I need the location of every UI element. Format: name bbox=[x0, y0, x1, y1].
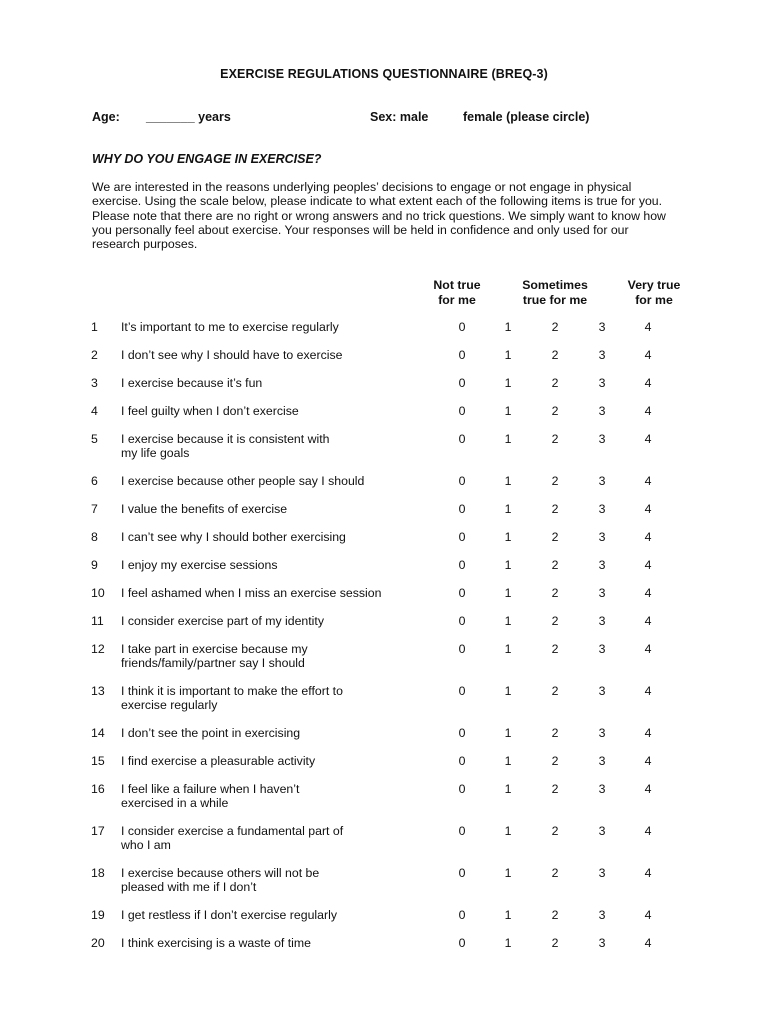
item-text bbox=[121, 376, 421, 390]
rating-option-2[interactable]: 2 bbox=[551, 754, 559, 768]
item-number: 2 bbox=[91, 348, 98, 362]
age-label: Age: bbox=[92, 110, 120, 124]
item-text bbox=[121, 936, 421, 950]
item-number: 13 bbox=[91, 684, 105, 698]
item-text bbox=[121, 642, 421, 670]
rating-option-1[interactable]: 1 bbox=[504, 614, 512, 628]
rating-option-2[interactable]: 2 bbox=[551, 530, 559, 544]
intro-paragraph bbox=[92, 180, 712, 251]
item-text-line: I feel guilty when I don’t exercise bbox=[121, 404, 299, 418]
rating-option-2[interactable]: 2 bbox=[551, 824, 559, 838]
rating-option-4[interactable]: 4 bbox=[644, 908, 652, 922]
item-number: 11 bbox=[91, 614, 104, 628]
rating-option-4[interactable]: 4 bbox=[644, 726, 652, 740]
rating-option-0[interactable]: 0 bbox=[458, 404, 466, 418]
rating-option-1[interactable]: 1 bbox=[504, 558, 512, 572]
rating-option-0[interactable]: 0 bbox=[458, 530, 466, 544]
rating-option-0[interactable]: 0 bbox=[458, 558, 466, 572]
rating-option-1[interactable]: 1 bbox=[504, 502, 512, 516]
rating-option-3[interactable]: 3 bbox=[598, 502, 606, 516]
item-number: 12 bbox=[91, 642, 105, 656]
item-text bbox=[121, 474, 421, 488]
rating-option-4[interactable]: 4 bbox=[644, 936, 652, 950]
item-text-line: I value the benefits of exercise bbox=[121, 502, 288, 516]
rating-option-4[interactable]: 4 bbox=[644, 432, 652, 446]
item-text-line: who I am bbox=[121, 838, 171, 853]
rating-option-2[interactable]: 2 bbox=[551, 502, 559, 516]
rating-option-1[interactable]: 1 bbox=[504, 642, 512, 656]
rating-option-2[interactable]: 2 bbox=[551, 936, 559, 950]
rating-option-1[interactable]: 1 bbox=[504, 320, 512, 334]
item-text bbox=[121, 614, 421, 628]
rating-option-4[interactable]: 4 bbox=[644, 754, 652, 768]
rating-option-4[interactable]: 4 bbox=[644, 404, 652, 418]
item-number: 7 bbox=[91, 502, 98, 516]
rating-option-4[interactable]: 4 bbox=[644, 376, 652, 390]
item-text bbox=[121, 586, 421, 600]
item-number: 19 bbox=[91, 908, 105, 922]
rating-option-2[interactable]: 2 bbox=[551, 474, 559, 488]
item-text-line: It’s important to me to exercise regularly bbox=[121, 320, 339, 334]
rating-option-0[interactable]: 0 bbox=[458, 614, 466, 628]
rating-option-0[interactable]: 0 bbox=[458, 586, 466, 600]
item-text-line: I get restless if I don’t exercise regularly bbox=[121, 908, 337, 922]
rating-option-2[interactable]: 2 bbox=[551, 348, 559, 362]
item-text-line: I don’t see why I should have to exercise bbox=[121, 348, 343, 362]
rating-option-1[interactable]: 1 bbox=[504, 530, 512, 544]
rating-option-2[interactable]: 2 bbox=[551, 908, 559, 922]
rating-option-3[interactable]: 3 bbox=[598, 432, 606, 446]
scale-header-line: for me bbox=[438, 292, 476, 307]
rating-option-2[interactable]: 2 bbox=[551, 558, 559, 572]
item-text bbox=[121, 432, 421, 460]
rating-option-2[interactable]: 2 bbox=[551, 320, 559, 334]
scale-header-line: Not true bbox=[433, 278, 481, 292]
item-number: 17 bbox=[91, 824, 105, 838]
intro-line: Please note that there are no right or wrong answers and no trick questions. We simply want to know how bbox=[92, 208, 666, 223]
rating-option-0[interactable]: 0 bbox=[458, 642, 466, 656]
rating-option-3[interactable]: 3 bbox=[598, 782, 606, 796]
item-text-line: I exercise because others will not be bbox=[121, 866, 320, 880]
rating-option-1[interactable]: 1 bbox=[504, 782, 512, 796]
item-text bbox=[121, 320, 421, 334]
rating-option-0[interactable]: 0 bbox=[458, 684, 466, 698]
intro-line: research purposes. bbox=[92, 237, 198, 252]
age-field[interactable]: _______ years bbox=[146, 110, 231, 124]
rating-option-2[interactable]: 2 bbox=[551, 614, 559, 628]
rating-option-3[interactable]: 3 bbox=[598, 320, 606, 334]
item-text-line: exercise regularly bbox=[121, 698, 218, 713]
scale-header-very-true bbox=[599, 278, 709, 307]
rating-option-4[interactable]: 4 bbox=[644, 474, 652, 488]
rating-option-3[interactable]: 3 bbox=[598, 404, 606, 418]
rating-option-2[interactable]: 2 bbox=[551, 642, 559, 656]
rating-option-4[interactable]: 4 bbox=[644, 348, 652, 362]
item-text bbox=[121, 348, 421, 362]
scale-header-line: true for me bbox=[522, 292, 588, 307]
rating-option-4[interactable]: 4 bbox=[644, 642, 652, 656]
item-text-line: my life goals bbox=[121, 446, 190, 461]
item-text-line: I exercise because it is consistent with bbox=[121, 432, 330, 446]
item-number: 20 bbox=[91, 936, 105, 950]
item-text-line: I can’t see why I should bother exercising bbox=[121, 530, 346, 544]
item-number: 14 bbox=[91, 726, 105, 740]
rating-option-4[interactable]: 4 bbox=[644, 614, 652, 628]
item-text-line: I take part in exercise because my bbox=[121, 642, 308, 656]
item-number: 16 bbox=[91, 782, 105, 796]
rating-option-2[interactable]: 2 bbox=[551, 782, 559, 796]
rating-option-1[interactable]: 1 bbox=[504, 586, 512, 600]
item-text-line: I consider exercise a fundamental part of bbox=[121, 824, 344, 838]
rating-option-4[interactable]: 4 bbox=[644, 320, 652, 334]
rating-option-0[interactable]: 0 bbox=[458, 782, 466, 796]
item-text bbox=[121, 824, 421, 852]
rating-option-0[interactable]: 0 bbox=[458, 502, 466, 516]
rating-option-1[interactable]: 1 bbox=[504, 908, 512, 922]
rating-option-2[interactable]: 2 bbox=[551, 684, 559, 698]
item-text-line: I exercise because other people say I should bbox=[121, 474, 365, 488]
rating-option-3[interactable]: 3 bbox=[598, 474, 606, 488]
rating-option-4[interactable]: 4 bbox=[644, 530, 652, 544]
intro-line: exercise. Using the scale below, please indicate to what extent each of the following items is true for you. bbox=[92, 194, 663, 209]
rating-option-1[interactable]: 1 bbox=[504, 432, 512, 446]
rating-option-3[interactable]: 3 bbox=[598, 726, 606, 740]
sex-label: Sex: male bbox=[370, 110, 429, 124]
item-number: 8 bbox=[91, 530, 98, 544]
rating-option-0[interactable]: 0 bbox=[458, 908, 466, 922]
item-text-line: I think exercising is a waste of time bbox=[121, 936, 311, 950]
scale-header-sometimes bbox=[500, 278, 610, 307]
item-text bbox=[121, 684, 421, 712]
rating-option-0[interactable]: 0 bbox=[458, 348, 466, 362]
rating-option-1[interactable]: 1 bbox=[504, 866, 512, 880]
rating-option-4[interactable]: 4 bbox=[644, 502, 652, 516]
scale-header-line: Very true bbox=[627, 278, 681, 292]
rating-option-0[interactable]: 0 bbox=[458, 726, 466, 740]
rating-option-1[interactable]: 1 bbox=[504, 404, 512, 418]
rating-option-3[interactable]: 3 bbox=[598, 866, 606, 880]
rating-option-3[interactable]: 3 bbox=[598, 586, 606, 600]
item-number: 5 bbox=[91, 432, 98, 446]
item-text-line: I find exercise a pleasurable activity bbox=[121, 754, 316, 768]
item-text bbox=[121, 908, 421, 922]
rating-option-3[interactable]: 3 bbox=[598, 376, 606, 390]
item-number: 4 bbox=[91, 404, 98, 418]
rating-option-3[interactable]: 3 bbox=[598, 754, 606, 768]
item-text bbox=[121, 558, 421, 572]
rating-option-3[interactable]: 3 bbox=[598, 348, 606, 362]
item-text bbox=[121, 754, 421, 768]
rating-option-3[interactable]: 3 bbox=[598, 558, 606, 572]
rating-option-4[interactable]: 4 bbox=[644, 586, 652, 600]
rating-option-2[interactable]: 2 bbox=[551, 586, 559, 600]
rating-option-3[interactable]: 3 bbox=[598, 908, 606, 922]
item-text-line: I exercise because it’s fun bbox=[121, 376, 263, 390]
rating-option-4[interactable]: 4 bbox=[644, 558, 652, 572]
intro-line: you personally feel about exercise. Your responses will be held in confidence and only used for our bbox=[92, 222, 629, 237]
rating-option-4[interactable]: 4 bbox=[644, 824, 652, 838]
item-text-line: I think it is important to make the effort to bbox=[121, 684, 343, 698]
sex-options[interactable]: female (please circle) bbox=[463, 110, 590, 124]
intro-line: We are interested in the reasons underlying peoples’ decisions to engage or not engage in physical bbox=[92, 180, 632, 194]
item-number: 3 bbox=[91, 376, 98, 390]
rating-option-1[interactable]: 1 bbox=[504, 726, 512, 740]
item-text bbox=[121, 782, 421, 810]
rating-option-1[interactable]: 1 bbox=[504, 936, 512, 950]
rating-option-2[interactable]: 2 bbox=[551, 404, 559, 418]
rating-option-4[interactable]: 4 bbox=[644, 782, 652, 796]
item-number: 10 bbox=[91, 586, 105, 600]
rating-option-3[interactable]: 3 bbox=[598, 614, 606, 628]
rating-option-3[interactable]: 3 bbox=[598, 530, 606, 544]
item-number: 15 bbox=[91, 754, 105, 768]
item-text-line: pleased with me if I don’t bbox=[121, 880, 257, 895]
item-text-line: exercised in a while bbox=[121, 796, 229, 811]
scale-header-line: Sometimes bbox=[522, 278, 588, 292]
item-text bbox=[121, 726, 421, 740]
rating-option-2[interactable]: 2 bbox=[551, 432, 559, 446]
rating-option-0[interactable]: 0 bbox=[458, 320, 466, 334]
rating-option-0[interactable]: 0 bbox=[458, 474, 466, 488]
rating-option-0[interactable]: 0 bbox=[458, 754, 466, 768]
item-number: 18 bbox=[91, 866, 105, 880]
rating-option-1[interactable]: 1 bbox=[504, 376, 512, 390]
page-title: EXERCISE REGULATIONS QUESTIONNAIRE (BREQ-3) bbox=[220, 67, 548, 81]
item-text-line: I consider exercise part of my identity bbox=[121, 614, 324, 628]
rating-option-4[interactable]: 4 bbox=[644, 684, 652, 698]
rating-option-3[interactable]: 3 bbox=[598, 936, 606, 950]
scale-header-line: for me bbox=[635, 292, 673, 307]
rating-option-1[interactable]: 1 bbox=[504, 474, 512, 488]
item-number: 9 bbox=[91, 558, 98, 572]
rating-option-0[interactable]: 0 bbox=[458, 376, 466, 390]
rating-option-0[interactable]: 0 bbox=[458, 936, 466, 950]
item-text bbox=[121, 530, 421, 544]
item-text bbox=[121, 404, 421, 418]
item-text-line: I don’t see the point in exercising bbox=[121, 726, 301, 740]
rating-option-2[interactable]: 2 bbox=[551, 376, 559, 390]
rating-option-3[interactable]: 3 bbox=[598, 824, 606, 838]
rating-option-3[interactable]: 3 bbox=[598, 684, 606, 698]
rating-option-4[interactable]: 4 bbox=[644, 866, 652, 880]
rating-option-3[interactable]: 3 bbox=[598, 642, 606, 656]
rating-option-0[interactable]: 0 bbox=[458, 824, 466, 838]
rating-option-1[interactable]: 1 bbox=[504, 824, 512, 838]
item-text bbox=[121, 866, 421, 894]
item-text-line: I enjoy my exercise sessions bbox=[121, 558, 278, 572]
item-number: 1 bbox=[91, 320, 98, 334]
rating-option-2[interactable]: 2 bbox=[551, 726, 559, 740]
rating-option-0[interactable]: 0 bbox=[458, 866, 466, 880]
rating-option-1[interactable]: 1 bbox=[504, 754, 512, 768]
scale-header-not-true bbox=[402, 278, 512, 307]
item-text bbox=[121, 502, 421, 516]
rating-option-1[interactable]: 1 bbox=[504, 684, 512, 698]
rating-option-0[interactable]: 0 bbox=[458, 432, 466, 446]
item-text-line: I feel ashamed when I miss an exercise session bbox=[121, 586, 382, 600]
item-text-line: friends/family/partner say I should bbox=[121, 656, 305, 671]
section-question: WHY DO YOU ENGAGE IN EXERCISE? bbox=[92, 152, 322, 166]
rating-option-2[interactable]: 2 bbox=[551, 866, 559, 880]
rating-option-1[interactable]: 1 bbox=[504, 348, 512, 362]
item-text-line: I feel like a failure when I haven’t bbox=[121, 782, 300, 796]
item-number: 6 bbox=[91, 474, 98, 488]
